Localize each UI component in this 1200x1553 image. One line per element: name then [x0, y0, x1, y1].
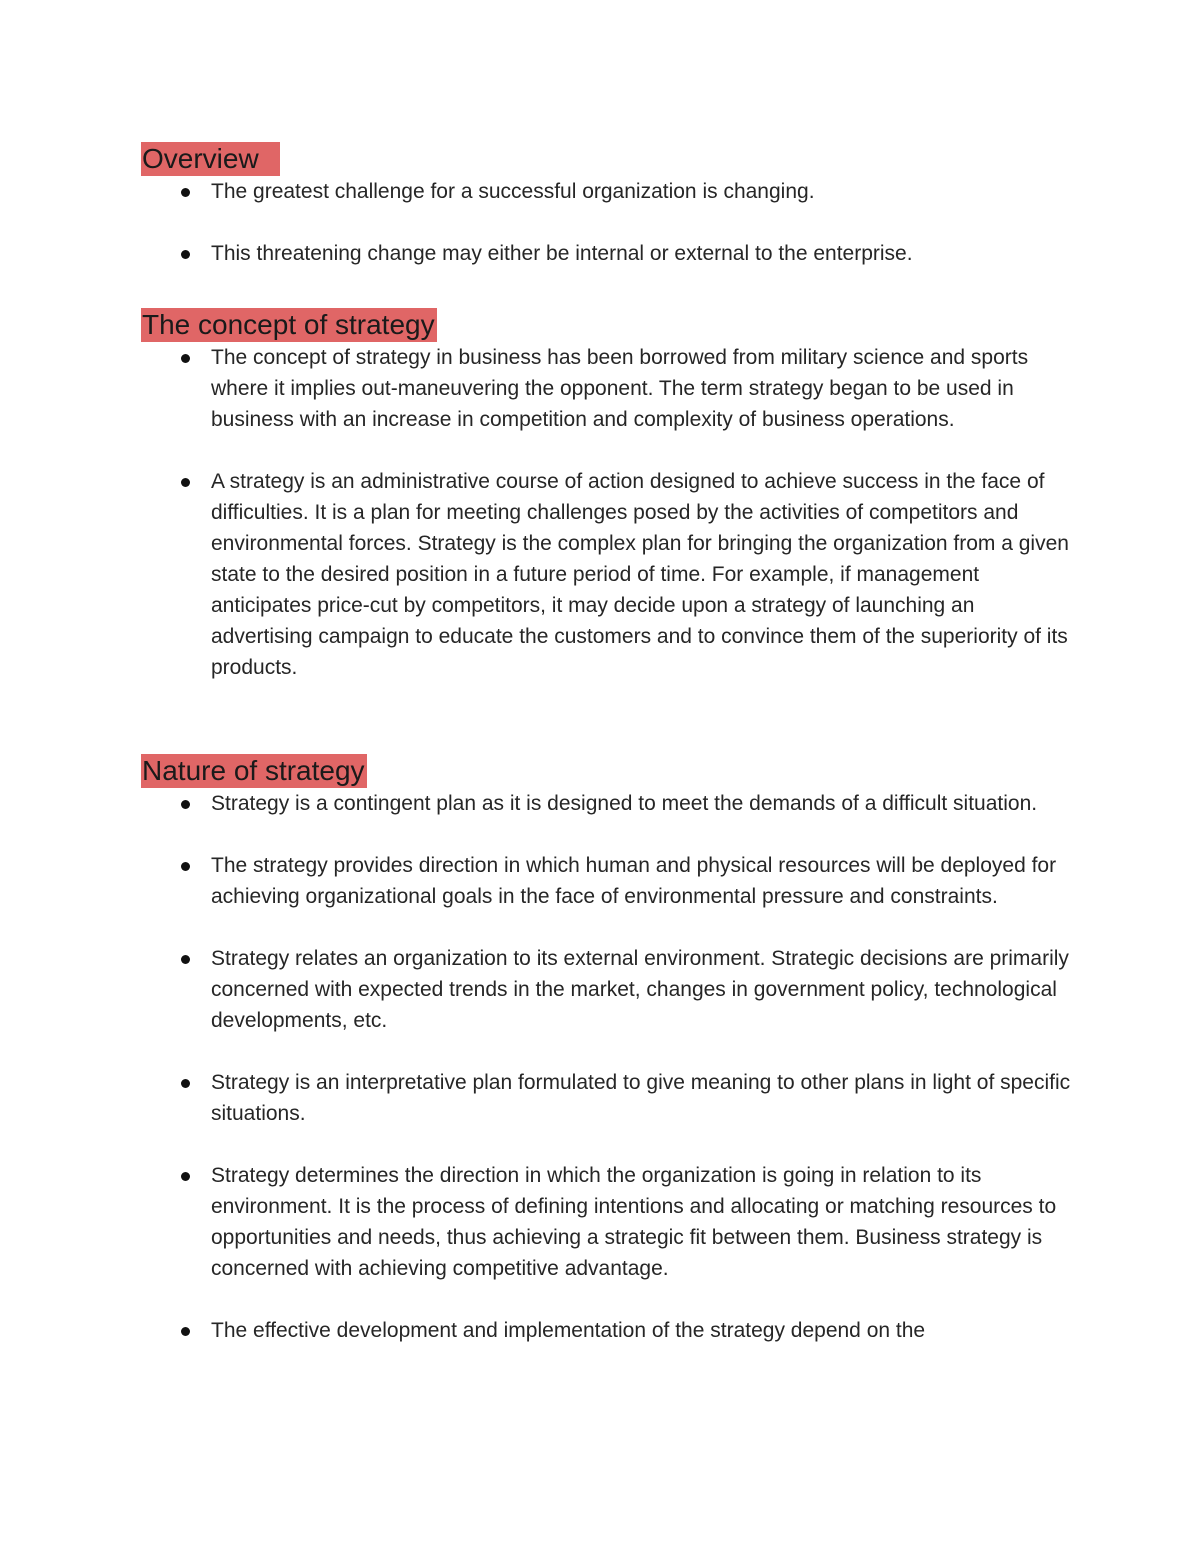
bullet-dot-icon: [181, 354, 190, 363]
section-nature-of-strategy: [141, 754, 1071, 1346]
list-item-text: The effective development and implementation of the strategy depend on the: [211, 1319, 926, 1342]
bullet-dot-icon: [181, 250, 190, 259]
section-concept-of-strategy: [141, 308, 1071, 683]
list-item: [141, 1315, 1071, 1346]
bullet-dot-icon: [181, 862, 190, 871]
list-item: [141, 466, 1071, 683]
list-item-text: Strategy is an interpretative plan formulated to give meaning to other plans in light of specific situations.: [211, 1071, 1071, 1125]
bullet-list-overview: [141, 176, 1071, 269]
section-overview: [141, 142, 1071, 269]
list-item-text: The concept of strategy in business has been borrowed from military science and sports where it implies out-maneuvering the opponent. The term strategy began to be used in business with an increase in competition and complexity of business operations.: [211, 346, 1029, 431]
list-item-text: This threatening change may either be internal or external to the enterprise.: [211, 242, 913, 265]
list-item-text: Strategy determines the direction in which the organization is going in relation to its environment. It is the process of defining intentions and allocating or matching resources to opportunities and needs, thus achieving a strategic fit between them. Business strategy is concerned with achieving competitive advantage.: [211, 1164, 1057, 1280]
bullet-dot-icon: [181, 1172, 190, 1181]
bullet-list-nature-of-strategy: [141, 788, 1071, 1346]
list-item-text: A strategy is an administrative course of action designed to achieve success in the face of difficulties. It is a plan for meeting challenges posed by the activities of competitors and environmental forces. Strategy is the complex plan for bringing the organization from a given state to the desired position in a future period of time. For example, if management anticipates price-cut by competitors, it may decide upon a strategy of launching an advertising campaign to educate the customers and to convince them of the superiority of its products.: [211, 470, 1069, 679]
list-item: [141, 176, 1071, 207]
list-item-text: Strategy relates an organization to its external environment. Strategic decisions are primarily concerned with expected trends in the market, changes in government policy, technological developments, etc.: [211, 947, 1069, 1032]
list-item-text: The strategy provides direction in which human and physical resources will be deployed for achieving organizational goals in the face of environmental pressure and constraints.: [211, 854, 1057, 908]
list-item: [141, 943, 1071, 1036]
section-heading-concept-of-strategy: The concept of strategy: [142, 309, 435, 340]
list-item: [141, 1160, 1071, 1284]
bullet-dot-icon: [181, 1079, 190, 1088]
list-item: [141, 788, 1071, 819]
list-item: [141, 342, 1071, 435]
list-item-text: Strategy is a contingent plan as it is designed to meet the demands of a difficult situation.: [211, 792, 1038, 815]
bullet-dot-icon: [181, 800, 190, 809]
list-item: [141, 1067, 1071, 1129]
bullet-dot-icon: [181, 478, 190, 487]
list-item: [141, 238, 1071, 269]
list-item-text: The greatest challenge for a successful organization is changing.: [211, 180, 815, 203]
section-heading-overview: Overview: [141, 142, 280, 176]
bullet-dot-icon: [181, 955, 190, 964]
bullet-dot-icon: [181, 1327, 190, 1336]
bullet-list-concept-of-strategy: [141, 342, 1071, 683]
section-heading-nature-of-strategy: Nature of strategy: [142, 755, 365, 786]
list-item: [141, 850, 1071, 912]
bullet-dot-icon: [181, 188, 190, 197]
